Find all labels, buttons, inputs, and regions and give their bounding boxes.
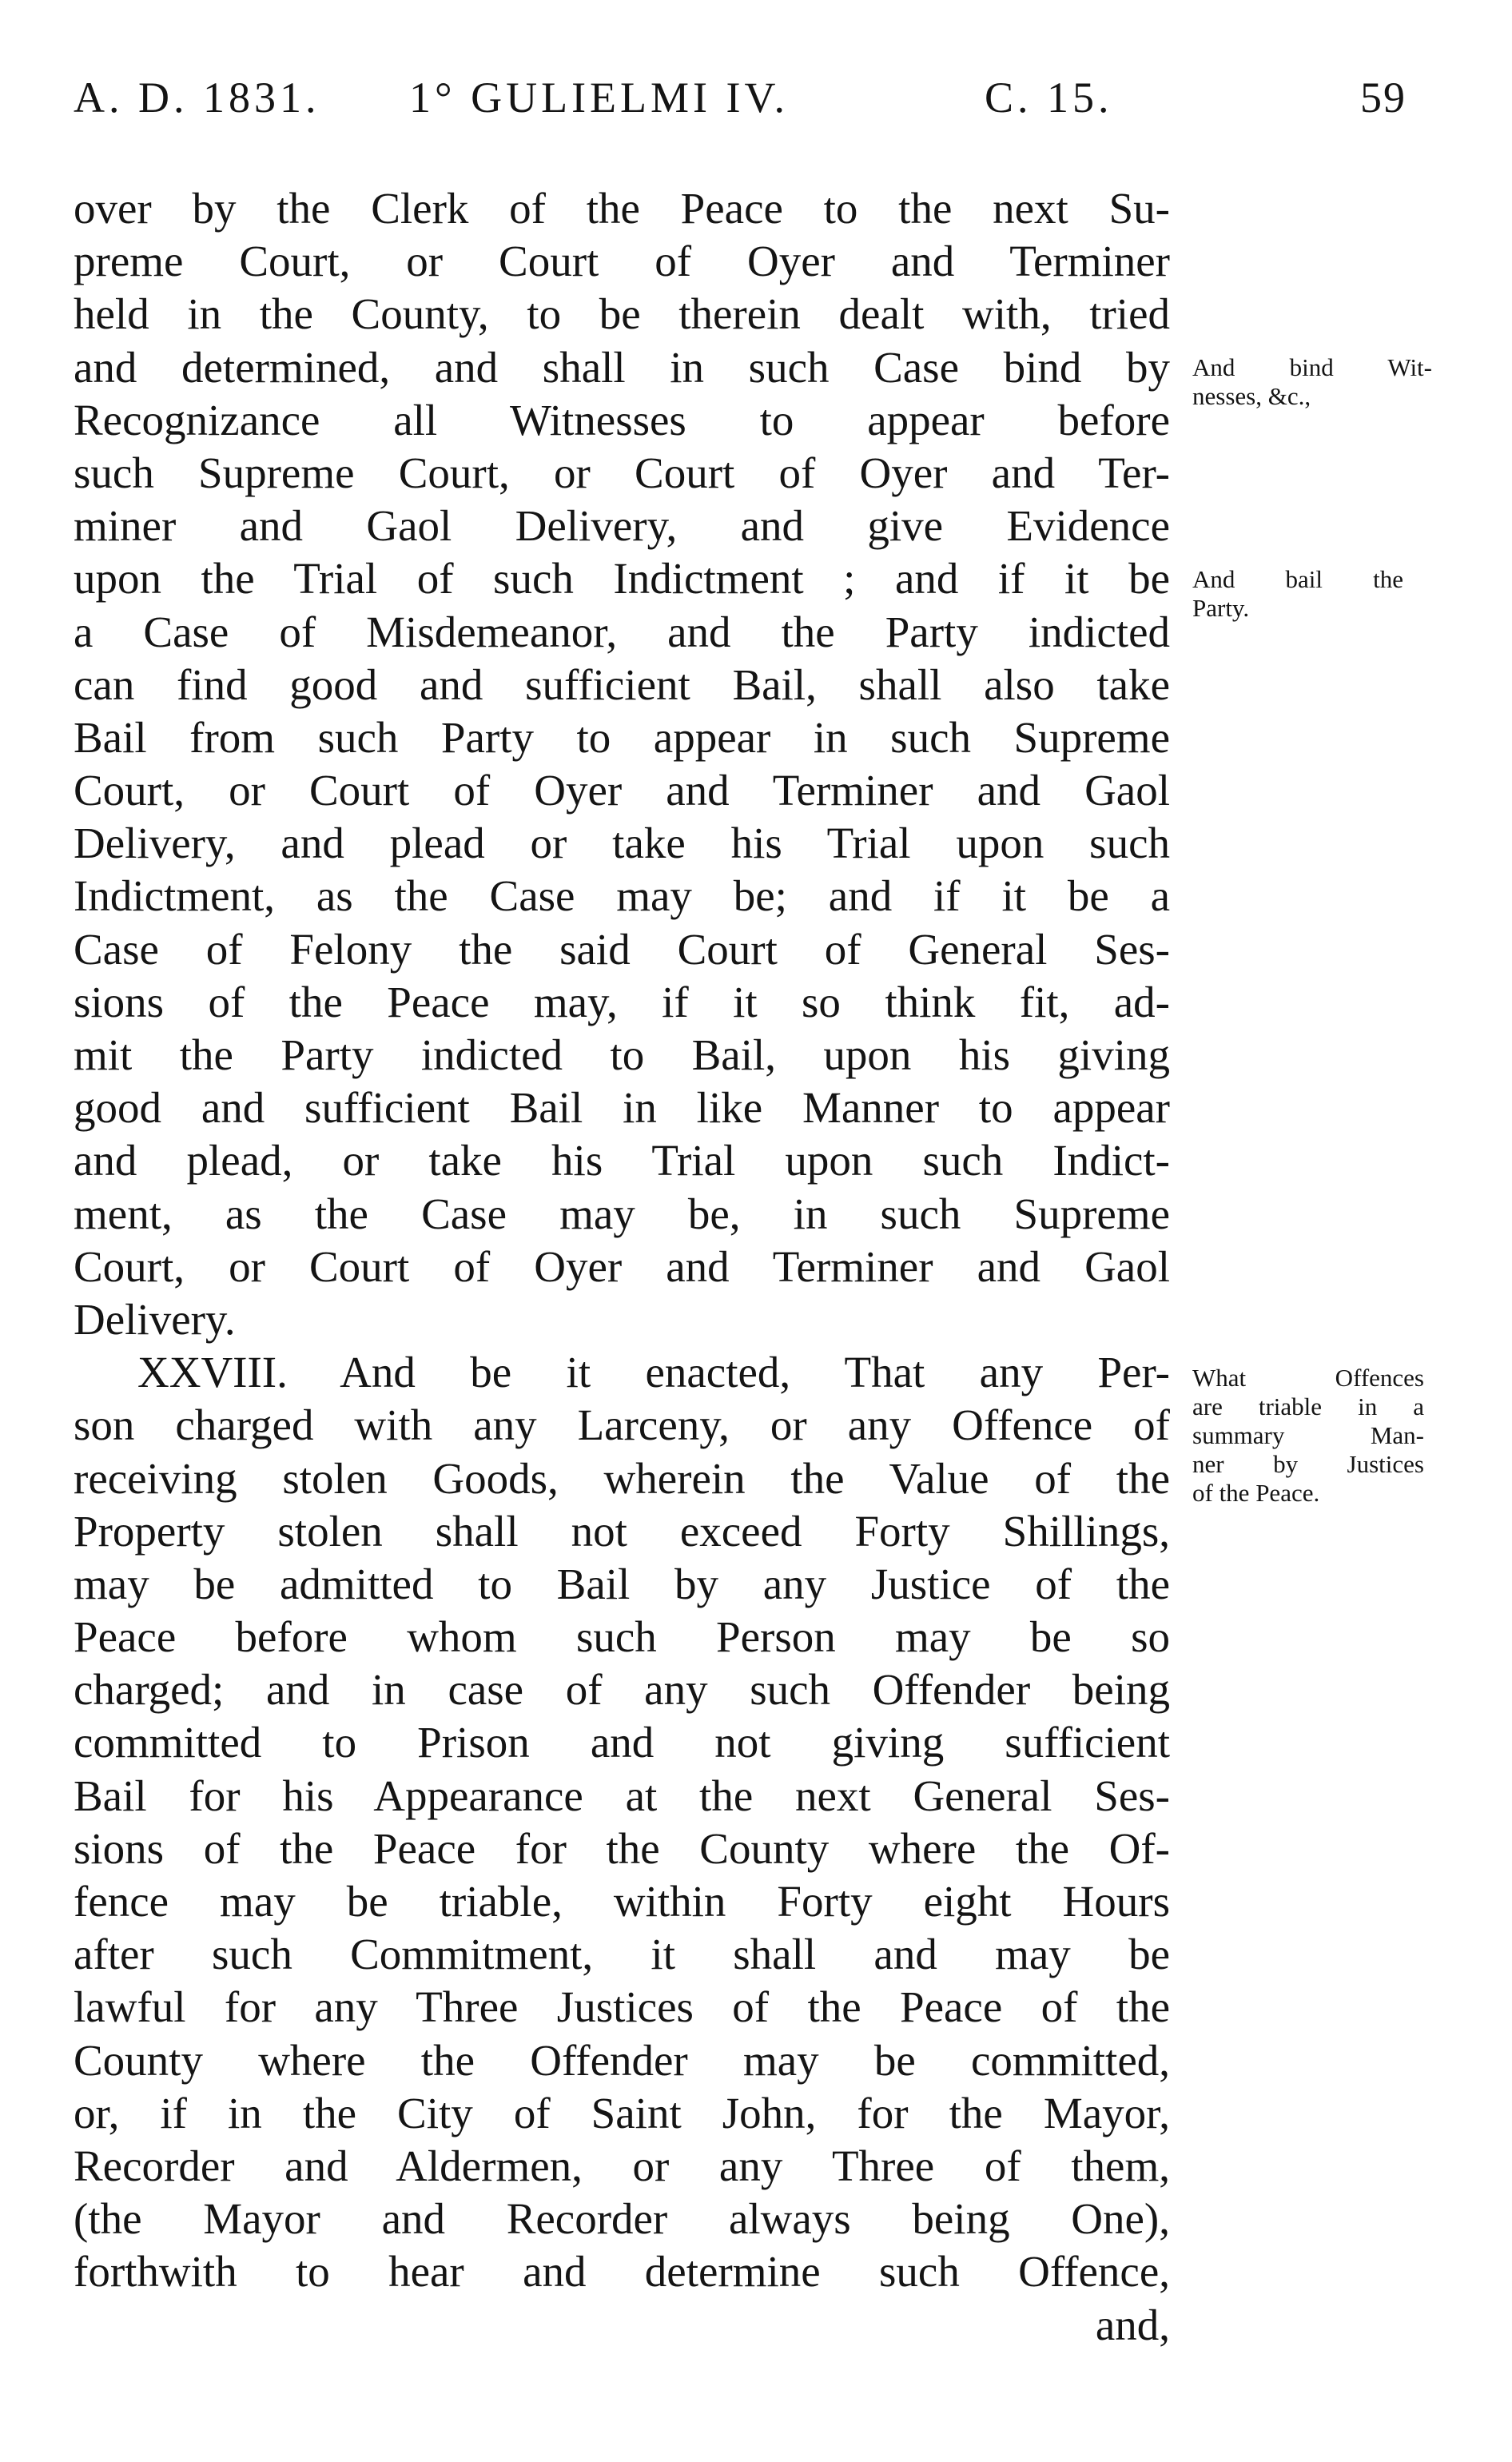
margin-note-line: of the Peace. (1192, 1479, 1320, 1507)
body-line: and determined, and shall in such Case bind by (74, 342, 1170, 392)
body-line: good and sufficient Bail in like Manner to appear (74, 1083, 1170, 1133)
body-line: charged; and in case of any such Offender being (74, 1665, 1170, 1715)
body-line: County where the Offender may be committed, (74, 2035, 1170, 2085)
body-line: lawful for any Three Justices of the Peace of the (74, 1982, 1170, 2032)
margin-note-line: What Offences (1192, 1364, 1424, 1392)
body-line: Court, or Court of Oyer and Terminer and Gaol (74, 1241, 1170, 1291)
body-line: held in the County, to be therein dealt with, tried (74, 289, 1170, 339)
body-line: ment, as the Case may be, in such Supreme (74, 1189, 1170, 1238)
body-line: (the Mayor and Recorder always being One), (74, 2194, 1170, 2244)
body-line: sions of the Peace for the County where the Of- (74, 1823, 1170, 1873)
running-header (74, 66, 1407, 129)
margin-note-line: are triable in a (1192, 1392, 1424, 1420)
body-line: over by the Clerk of the Peace to the next Su- (74, 184, 1170, 233)
body-line: Delivery. (74, 1294, 236, 1344)
body-line: may be admitted to Bail by any Justice of the (74, 1559, 1170, 1608)
body-line: upon the Trial of such Indictment ; and if it be (74, 554, 1170, 604)
body-line: Property stolen shall not exceed Forty Shillings, (74, 1506, 1170, 1556)
body-line: Recognizance all Witnesses to appear before (74, 395, 1170, 444)
body-line: preme Court, or Court of Oyer and Terminer (74, 237, 1170, 286)
header-chapter: C. 15. (985, 74, 1113, 122)
body-line: can find good and sufficient Bail, shall also take (74, 659, 1170, 709)
body-line: a Case of Misdemeanor, and the Party indicted (74, 607, 1170, 656)
body-line: son charged with any Larceny, or any Offence of (74, 1400, 1170, 1450)
body-line: Case of Felony the said Court of General Ses- (74, 924, 1170, 974)
margin-note-offences (1192, 1364, 1424, 1508)
body-line: committed to Prison and not giving sufficient (74, 1718, 1170, 1767)
body-line: after such Commitment, it shall and may be (74, 1930, 1170, 1979)
body-line: forthwith to hear and determine such Offence, (74, 2247, 1170, 2297)
margin-note-line: nesses, &c., (1192, 382, 1311, 410)
body-line: Bail from such Party to appear in such Supreme (74, 712, 1170, 762)
body-line: or, if in the City of Saint John, for the Mayor, (74, 2088, 1170, 2137)
body-line: XXVIII. And be it enacted, That any Per- (137, 1348, 1170, 1397)
body-line: Peace before whom such Person may be so (74, 1612, 1170, 1662)
body-line: Court, or Court of Oyer and Terminer and Gaol (74, 766, 1170, 815)
body-line: receiving stolen Goods, wherein the Value of the (74, 1453, 1170, 1503)
margin-note-line: Party. (1192, 594, 1250, 622)
body-line: miner and Gaol Delivery, and give Evidence (74, 501, 1170, 551)
body-text (74, 182, 1170, 2352)
margin-note-line: And bind Wit- (1192, 353, 1432, 381)
margin-note-witnesses (1192, 353, 1432, 411)
margin-note-line: And bail the (1192, 565, 1403, 593)
body-line: Recorder and Aldermen, or any Three of them, (74, 2141, 1170, 2190)
page-number: 59 (1360, 74, 1407, 122)
body-line: and plead, or take his Trial upon such Indict- (74, 1136, 1170, 1185)
margin-note-line: ner by Justices (1192, 1450, 1424, 1478)
body-line: fence may be triable, within Forty eight Hours (74, 1877, 1170, 1926)
margin-note-line: summary Man- (1192, 1421, 1424, 1449)
body-line: Indictment, as the Case may be; and if it be a (74, 871, 1170, 921)
body-line: mit the Party indicted to Bail, upon his giving (74, 1030, 1170, 1079)
header-year: A. D. 1831. (74, 74, 320, 122)
body-line: sions of the Peace may, if it so think fit, ad- (74, 977, 1170, 1026)
catchword: and, (1095, 2300, 1170, 2349)
header-regnal-year: 1° GULIELMI IV. (409, 74, 790, 122)
body-line: such Supreme Court, or Court of Oyer and Ter- (74, 448, 1170, 497)
margin-note-bail (1192, 565, 1403, 623)
body-line: Bail for his Appearance at the next General Ses- (74, 1771, 1170, 1820)
body-line: Delivery, and plead or take his Trial upon such (74, 819, 1170, 868)
